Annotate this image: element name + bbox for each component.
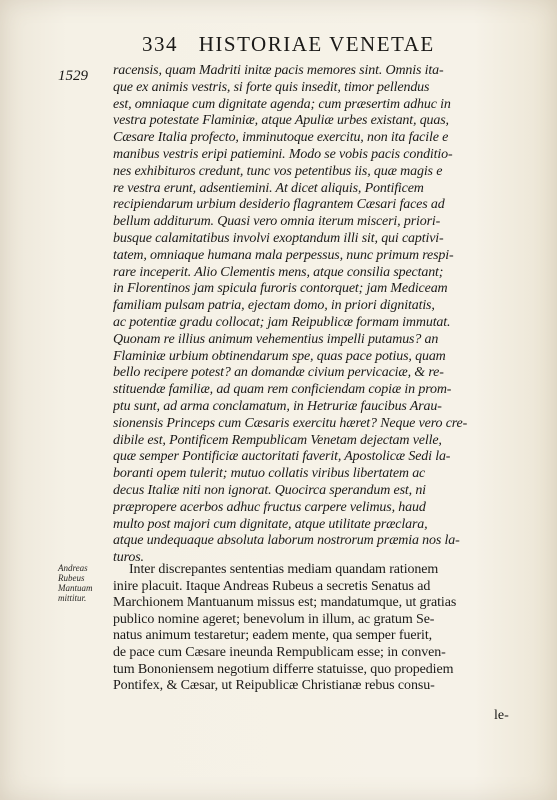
text-line: familiam pulsam patria, ejectam domo, in priori dignitatis, (113, 298, 435, 314)
narrative-text (113, 562, 539, 695)
text-line: Inter discrepantes sententias mediam quandam rationem (129, 562, 439, 577)
page-header (142, 32, 502, 57)
text-line: Flaminiæ urbium obtinendarum spe, quas pace potius, quam (113, 348, 446, 364)
margin-note-line: mittitur. (58, 593, 87, 603)
text-line: multo post majori cum dignitate, atque utilitate præclara, (113, 516, 428, 532)
text-line: recipiendarum urbium desiderio flagrantem Cæsari faces ad (113, 197, 445, 213)
text-line: vestra potestate Flaminiæ, atque Apuliæ urbes existant, quas, (113, 113, 449, 129)
text-line: nes exhibituros credunt, tunc vos petentibus iis, quæ magis e (113, 163, 443, 179)
text-line: decus Italiæ niti non ignorat. Quocirca sperandum est, ni (113, 482, 426, 498)
text-line: busque calamitatibus involvi exoptandum illi sit, qui captivi- (113, 230, 444, 246)
text-line: Pontifex, & Cæsar, ut Reipublicæ Christianæ rebus consu- (113, 678, 435, 694)
margin-note-line: Andreas (58, 563, 88, 573)
margin-note-line: Rubeus (58, 573, 85, 583)
text-line: est, omniaque cum dignitate agenda; cum præsertim adhuc in (113, 96, 451, 112)
text-line: que ex animis vestris, si forte quis insedit, timor pellendus (113, 79, 430, 95)
text-line: sionensis Princeps cum Cæsaris exercitu hæret? Neque vero cre- (113, 415, 468, 431)
text-line: atque undequaque absoluta laborum nostrorum præmia nos la- (113, 533, 460, 549)
margin-note (58, 563, 108, 603)
text-line: Quonam re illius animum vehementius impelli putamus? an (113, 331, 439, 347)
text-line: tum Bononiensem negotium differre statuisse, quo propediem (113, 661, 454, 677)
text-line: dibile est, Pontificem Rempublicam Venetam dejectam velle, (113, 432, 442, 448)
text-line: natus animum testaretur; eadem mente, qua semper fuerit, (113, 628, 433, 644)
text-line: inire placuit. Itaque Andreas Rubeus a secretis Senatus ad (113, 578, 431, 594)
text-line: tatem, omniaque humana mala perpessus, nunc primum respi- (113, 247, 454, 263)
text-line: publico nomine ageret; benevolum in illum, ac gratum Se- (113, 611, 435, 627)
text-line: quæ semper Pontificiæ auctoritati faverit, Apostolicæ Sedi la- (113, 449, 451, 465)
text-line: Marchionem Mantuanum missus est; mandatumque, ut gratias (113, 595, 457, 611)
text-line: stituendæ familiæ, ad quam rem conficiendam copiæ in prom- (113, 382, 452, 398)
text-line: ptu sunt, ad arma conclamatum, in Hetruriæ faucibus Arau- (113, 398, 442, 414)
text-line: in Florentinos jam spicula furoris contorquet; jam Mediceam (113, 281, 448, 297)
margin-year: 1529 (58, 68, 88, 84)
text-line: re vestra erunt, adsentiemini. At dicet aliquis, Pontificem (113, 180, 424, 196)
text-line: de pace cum Cæsare ineunda Rempublicam esse; in conven- (113, 644, 446, 660)
text-line: manibus vestris eripi patiemini. Modo se vobis pacis conditio- (113, 146, 453, 162)
text-line: bellum additurum. Quasi vero omnia iterum misceri, priori- (113, 214, 441, 230)
text-line: præpropere acerbos adhuc fructus carpere velimus, haud (113, 499, 426, 515)
margin-note-line: Mantuam (58, 583, 93, 593)
text-line: boranti opem tulerit; mutuo collatis viribus libertatem ac (113, 466, 426, 482)
speech-text (113, 63, 539, 567)
catchword: le- (494, 708, 509, 723)
text-line: bello recipere potest? an domandæ civium pervicaciæ, & re- (113, 365, 444, 381)
text-line: turos. (113, 550, 144, 566)
page-number: 334 (142, 32, 178, 56)
text-line: Cæsare Italia profecto, imminutoque exercitu, non ita facile e (113, 130, 449, 146)
text-line: racensis, quam Madriti initæ pacis memores sint. Omnis ita- (113, 63, 444, 78)
text-line: ac potentiæ gradu collocat; jam Reipublicæ formam immutat. (113, 314, 451, 330)
text-line: rare inceperit. Alio Clementis mens, atque consilia spectant; (113, 264, 444, 280)
running-title: HISTORIAE VENETAE (198, 32, 435, 56)
